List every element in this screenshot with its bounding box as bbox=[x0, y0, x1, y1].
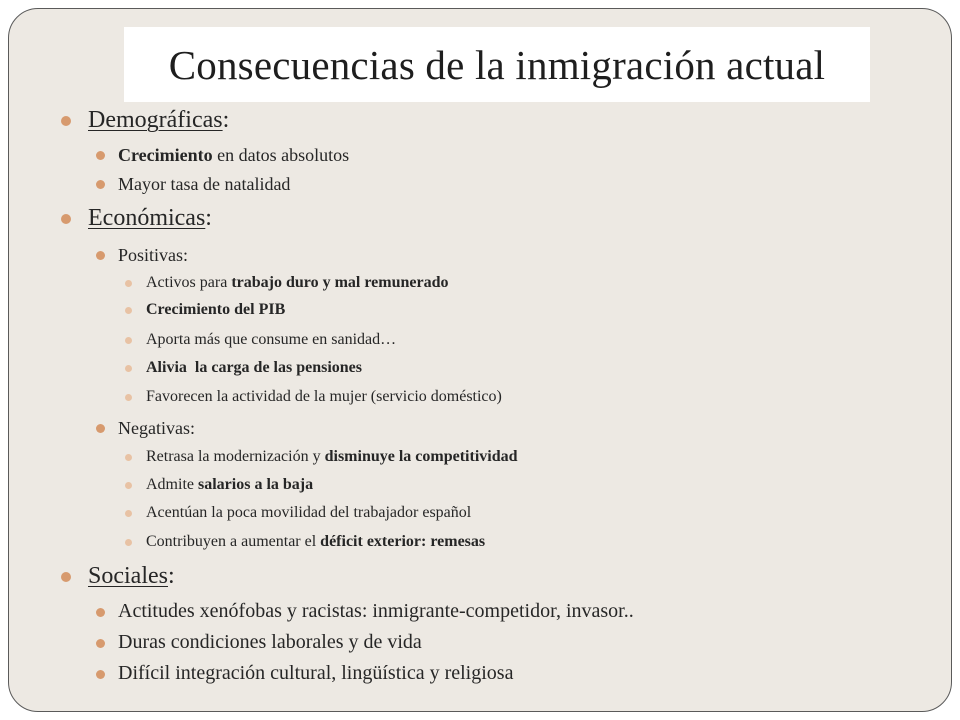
section-heading: Demográficas bbox=[88, 107, 223, 133]
bullet-icon bbox=[125, 307, 132, 314]
list-item bbox=[146, 359, 362, 377]
bullet-icon bbox=[96, 180, 105, 189]
list-item bbox=[146, 533, 485, 551]
item-text: Contribuyen a aumentar el bbox=[146, 533, 321, 550]
subsection-label: Negativas: bbox=[118, 418, 195, 438]
list-item bbox=[146, 388, 502, 406]
item-text: Retrasa la modernización y bbox=[146, 448, 325, 465]
item-bold-text: trabajo duro y mal remunerado bbox=[231, 274, 449, 291]
heading-colon: : bbox=[167, 563, 175, 589]
bullet-icon bbox=[96, 608, 105, 617]
bullet-icon bbox=[125, 454, 132, 461]
list-item bbox=[118, 600, 634, 623]
list-item bbox=[146, 448, 518, 466]
bullet-icon bbox=[96, 670, 105, 679]
item-bold-text: salarios a la baja bbox=[198, 476, 314, 493]
bullet-icon bbox=[125, 482, 132, 489]
bullet-icon bbox=[125, 280, 132, 287]
item-text: Actitudes xenófobas y racistas: inmigrante-competidor, invasor.. bbox=[118, 600, 634, 622]
item-text: Acentúan la poca movilidad del trabajador español bbox=[146, 504, 472, 521]
list-item bbox=[118, 631, 422, 654]
section-sociales bbox=[88, 563, 175, 590]
item-text: Mayor tasa de natalidad bbox=[118, 174, 291, 194]
item-text: Admite bbox=[146, 476, 198, 493]
bullet-icon bbox=[61, 572, 71, 582]
item-bold-text: déficit exterior: remesas bbox=[320, 533, 486, 550]
list-item bbox=[118, 145, 349, 166]
list-item bbox=[146, 274, 449, 292]
list-item bbox=[146, 504, 471, 522]
subsection-positivas bbox=[118, 245, 188, 266]
list-item bbox=[146, 301, 285, 319]
section-demograficas bbox=[88, 107, 229, 134]
list-item bbox=[146, 476, 313, 494]
section-heading: Económicas bbox=[88, 205, 206, 231]
item-text: en datos absolutos bbox=[212, 145, 350, 165]
list-item bbox=[118, 662, 513, 685]
bullet-icon bbox=[96, 251, 105, 260]
item-bold-text: Alivia la carga de las pensiones bbox=[146, 359, 363, 376]
item-text: Aporta más que consume en sanidad… bbox=[146, 331, 397, 348]
item-text: Activos para bbox=[146, 274, 232, 291]
bullet-icon bbox=[96, 639, 105, 648]
bullet-icon bbox=[125, 337, 132, 344]
section-heading: Sociales bbox=[88, 563, 168, 589]
bullet-icon bbox=[96, 151, 105, 160]
item-text: Favorecen la actividad de la mujer (servicio doméstico) bbox=[146, 388, 502, 405]
heading-colon: : bbox=[222, 107, 230, 133]
bullet-icon bbox=[125, 394, 132, 401]
item-bold-text: Crecimiento bbox=[118, 145, 213, 165]
bullet-icon bbox=[96, 424, 105, 433]
bullet-icon bbox=[125, 539, 132, 546]
bullet-icon bbox=[125, 365, 132, 372]
item-text: Duras condiciones laborales y de vida bbox=[118, 631, 422, 653]
section-economicas bbox=[88, 205, 212, 232]
subsection-negativas bbox=[118, 418, 195, 439]
heading-colon: : bbox=[205, 205, 212, 231]
bullet-icon bbox=[61, 214, 71, 224]
bullet-icon bbox=[61, 116, 71, 126]
slide-title: Consecuencias de la inmigración actual bbox=[168, 41, 826, 88]
list-item bbox=[118, 174, 290, 195]
item-bold-text: disminuye la competitividad bbox=[324, 448, 518, 465]
bullet-icon bbox=[125, 510, 132, 517]
list-item bbox=[146, 331, 396, 349]
subsection-label: Positivas: bbox=[118, 245, 189, 265]
item-text: Difícil integración cultural, lingüística y religiosa bbox=[118, 662, 514, 684]
item-bold-text: Crecimiento del PIB bbox=[146, 301, 286, 318]
